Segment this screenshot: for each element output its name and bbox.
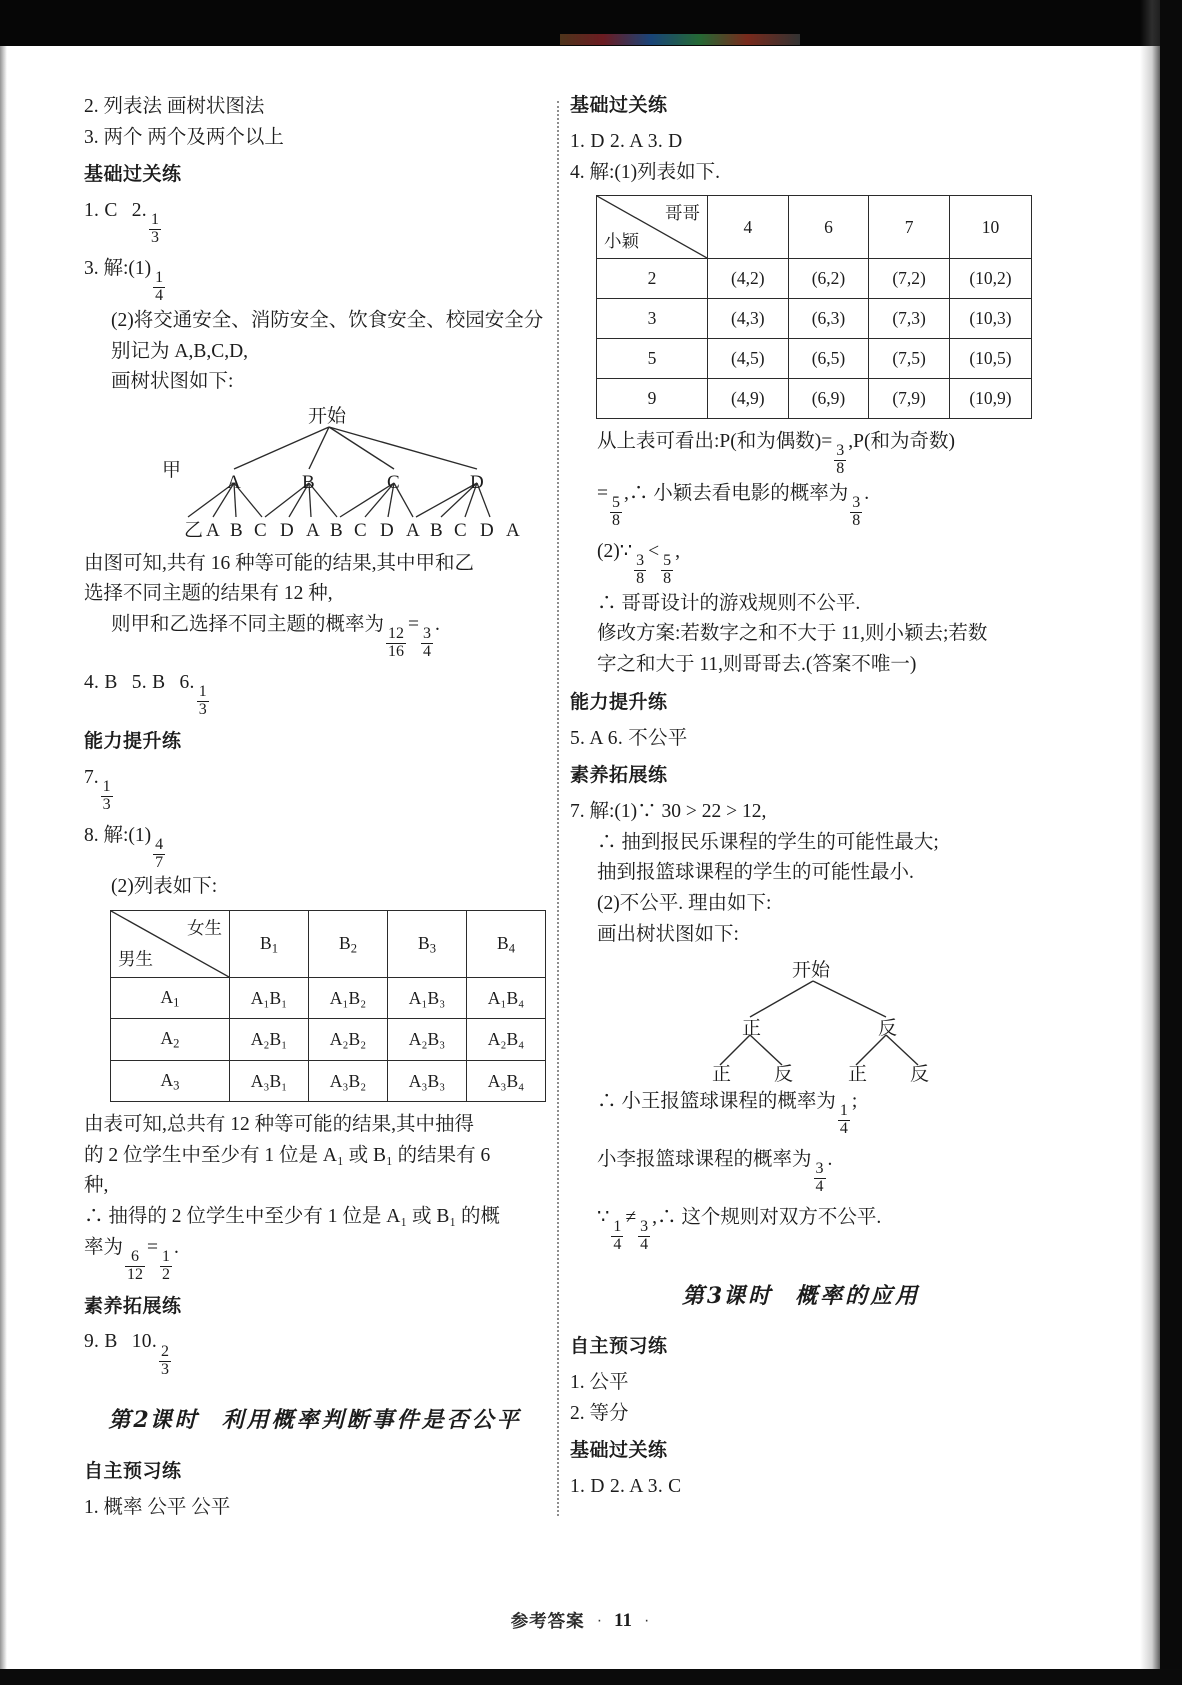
q4-label: 4. (84, 671, 100, 693)
corner-row-label: 小颖 (604, 230, 639, 251)
answer-row (84, 196, 546, 247)
answer-row (84, 1327, 546, 1378)
q7-conclusion-line (570, 1087, 1032, 1138)
table-cell: A₁B₁ (230, 978, 309, 1019)
preview-answer: 1. 概率 公平 公平 (84, 1496, 231, 1518)
table-row-header: $A_3$ (111, 1060, 230, 1101)
table-col-header: $B_1$ (230, 911, 309, 978)
table-cell: (10,2) (949, 259, 1031, 299)
table-cell: (4,9) (708, 379, 789, 419)
period: . (827, 1149, 833, 1170)
tree-node-l2: C (354, 519, 367, 541)
lesson-prefix: 第 (108, 1407, 134, 1434)
q4-concl-mid: ,P(和为奇数) (848, 431, 955, 453)
section-heading-preview: 自主预习练 (84, 1460, 182, 1482)
answer-key-page (0, 46, 1160, 1669)
table-cell: (6,5) (788, 339, 869, 379)
lesson-name: 利用概率判断事件是否公平 (221, 1407, 522, 1434)
tree-node-l2: B (330, 519, 343, 541)
q8-label: 8. 解:(1) (84, 824, 152, 846)
elder-xiaoying-table (596, 195, 1032, 419)
q7-concl1-prefix: ∴ 小王报篮球课程的概率为 (597, 1091, 836, 1113)
q7-label: 7. (84, 766, 99, 788)
q4-concl-prefix: 从上表可看出:P(和为偶数)= (597, 431, 833, 453)
q7-concl2-prefix: 小李报篮球课程的概率为 (597, 1149, 812, 1170)
q7-line (84, 763, 546, 814)
table-header-row (111, 911, 546, 978)
q3-conclusion-line (84, 610, 546, 661)
tree-node-l2: A (406, 519, 420, 541)
table-cell: (10,9) (949, 379, 1031, 419)
tree-node-l2: A (206, 519, 220, 541)
tree-row2-label: 乙 (184, 519, 204, 541)
table-row (597, 339, 1032, 379)
q8-part2-label: (2)列表如下: (111, 876, 218, 898)
table-cell: (4,3) (708, 299, 789, 339)
tree-row1-label: 甲 (162, 459, 182, 481)
footer-dot-left: · (596, 1611, 603, 1629)
table-col-header: 4 (708, 196, 789, 259)
lesson-title-3 (570, 1280, 1032, 1313)
fraction: $\frac{6}{12}$ (127, 1248, 143, 1283)
q4-part2-line: 字之和大于 11,则哥哥去.(答案不唯一) (597, 654, 917, 675)
equals-sign: = (408, 614, 419, 635)
table-row-header: 3 (597, 299, 708, 339)
q7-conclusion-line (570, 1145, 1032, 1196)
corner-col-label: 女生 (187, 918, 222, 938)
q3-part2-line: 别记为 A,B,C,D, (111, 340, 249, 362)
period: . (864, 483, 870, 504)
fraction: $\frac{3}{4}$ (640, 1218, 649, 1253)
tree-diagram-right (570, 953, 1032, 1085)
table-cell: (6,3) (788, 299, 869, 339)
table-col-header: $B_4$ (467, 911, 546, 978)
q8-conclusion-line: ∴ 抽得的 2 位学生中至少有 1 位是 A₁ 或 B₁ 的概 (84, 1206, 501, 1228)
table-cell: A₂B₄ (467, 1019, 546, 1060)
q7-concl3-prefix: ∵ (597, 1206, 610, 1228)
tree-node-l1: A (227, 471, 241, 493)
q9-label: 9. (84, 1331, 100, 1353)
lesson-number: 2 (133, 1407, 150, 1434)
q7-line: 抽到报篮球课程的学生的可能性最小. (597, 862, 914, 884)
scan-right-edge (1160, 0, 1182, 1685)
section-heading-ability: 能力提升练 (570, 691, 668, 713)
fraction: $\frac{3}{8}$ (852, 494, 861, 530)
table-cell: A₁B₄ (467, 978, 546, 1019)
answer-row: 1. D 2. A 3. C (570, 1476, 682, 1498)
q3-part2-line: 画树状图如下: (111, 371, 234, 393)
section-heading-ability: 能力提升练 (84, 730, 182, 752)
tree-node-l2: D (280, 519, 294, 541)
footer-dot-right: · (643, 1611, 650, 1629)
fraction: $\frac{3}{4}$ (815, 1160, 824, 1196)
tree-node-l2: 反 (774, 1064, 794, 1086)
table-row (111, 1019, 546, 1060)
table-cell: (4,5) (708, 339, 789, 379)
tree-node-l2: C (254, 519, 267, 541)
q4-concl-text: ,∴ 小颖去看电影的概率为 (624, 483, 849, 504)
table-cell: (4,2) (708, 259, 789, 299)
q8-concl-prefix: 率为 (84, 1236, 124, 1258)
table-row-header: 9 (597, 379, 708, 419)
table-cell: (7,5) (869, 339, 950, 379)
preview-answer: 1. 公平 (570, 1372, 629, 1394)
less-than-sign: < (648, 540, 660, 562)
lesson-unit: 课时 (149, 1407, 200, 1434)
table-cell: A₃B₁ (230, 1060, 309, 1101)
section-heading-basic: 基础过关练 (84, 164, 182, 186)
table-header-row (597, 196, 1032, 259)
table-cell: A₂B₃ (388, 1019, 467, 1060)
scan-color-strip (560, 34, 800, 45)
q8-line (84, 821, 546, 872)
table-cell: A₃B₃ (388, 1060, 467, 1101)
equals-sign: = (147, 1236, 158, 1258)
q7-concl3-text: ,∴ 这个规则对双方不公平. (652, 1206, 882, 1228)
table-row (111, 978, 546, 1019)
q1-label: 1. (84, 200, 100, 222)
section-heading-preview: 自主预习练 (570, 1336, 668, 1358)
q8-conclusion-line (84, 1233, 546, 1284)
lesson-prefix: 第 (681, 1282, 707, 1309)
q1-value: C (104, 200, 118, 222)
fraction: $\frac{3}{4}$ (423, 625, 431, 661)
preview-answer: 2. 等分 (570, 1402, 629, 1424)
fraction: $\frac{5}{8}$ (663, 552, 672, 587)
fraction: $\frac{3}{8}$ (636, 552, 645, 587)
corner-col-label: 哥哥 (665, 203, 700, 224)
q3-concl-prefix: 则甲和乙选择不同主题的概率为 (111, 614, 385, 635)
q5-label: 5. (131, 671, 147, 693)
answer-row (84, 668, 546, 719)
q7-line: 画出树状图如下: (597, 923, 739, 945)
fraction: $\frac{1}{3}$ (198, 683, 207, 718)
boys-girls-table (110, 910, 546, 1102)
fraction: $\frac{1}{4}$ (155, 269, 164, 305)
table-cell: (7,2) (869, 259, 950, 299)
table-row-header: $A_2$ (111, 1019, 230, 1060)
tree-root-label: 开始 (792, 960, 831, 982)
tree-node-l1: C (387, 471, 400, 493)
fraction: $\frac{1}{2}$ (162, 1248, 170, 1283)
scan-bottom-edge (0, 1669, 1182, 1685)
page-footer (0, 1608, 1160, 1633)
table-row (597, 379, 1032, 419)
tree-node-l2: A (506, 519, 520, 541)
table-cell: A₃B₂ (309, 1060, 388, 1101)
tree-node-l1: D (470, 471, 484, 493)
not-equal-sign: ≠ (625, 1206, 637, 1228)
table-row (111, 1060, 546, 1101)
tree-node-l2: 正 (712, 1064, 732, 1086)
section-heading-basic: 基础过关练 (570, 1440, 668, 1462)
tree-root-label: 开始 (308, 405, 347, 427)
lesson-unit: 课时 (723, 1282, 774, 1309)
fraction: $\frac{12}{16}$ (388, 625, 404, 661)
corner-row-label: 男生 (118, 949, 153, 970)
table-col-header: $B_2$ (309, 911, 388, 978)
fraction: $\frac{1}{4}$ (613, 1218, 622, 1253)
table-cell: A₂B₂ (309, 1019, 388, 1060)
q7-line: ∴ 抽到报民乐课程的学生的可能性最大; (597, 831, 939, 853)
left-column (84, 92, 546, 1523)
tree-node-l2: 正 (848, 1064, 868, 1086)
section-heading-basic: 基础过关练 (570, 95, 668, 116)
equals-sign: = (597, 483, 608, 504)
answer-line: 2. 列表法 画树状图法 (84, 96, 265, 117)
table-row-header: 2 (597, 259, 708, 299)
tree-node-l1: 正 (742, 1018, 762, 1040)
table-cell: A₁B₂ (309, 978, 388, 1019)
q7-line: (2)不公平. 理由如下: (597, 892, 772, 914)
period: . (174, 1236, 179, 1258)
q4-conclusion-line (570, 479, 1032, 530)
fraction: $\frac{2}{3}$ (161, 1342, 170, 1378)
tree-node-l2: B (430, 519, 443, 541)
table-cell: A₁B₃ (388, 978, 467, 1019)
q9-value: B (104, 1331, 118, 1353)
tree-node-l2: C (454, 519, 467, 541)
q4-conclusion-line (570, 427, 1032, 478)
table-corner-cell (111, 911, 230, 978)
q4-part2-line: ∴ 哥哥设计的游戏规则不公平. (597, 592, 861, 614)
section-heading-literacy: 素养拓展练 (570, 765, 668, 787)
fraction: $\frac{4}{7}$ (155, 835, 164, 871)
answer-line: 3. 两个 两个及两个以上 (84, 126, 284, 148)
table-row (597, 299, 1032, 339)
q8-conclusion-line: 的 2 位学生中至少有 1 位是 A₁ 或 B₁ 的结果有 6 (84, 1144, 491, 1166)
lesson-number: 3 (706, 1282, 724, 1309)
table-cell: (10,5) (949, 339, 1031, 379)
q6-label: 6. (179, 671, 195, 693)
q5-value: B (152, 671, 166, 693)
comma: , (675, 540, 681, 562)
fraction: $\frac{3}{8}$ (836, 442, 845, 478)
section-heading-literacy: 素养拓展练 (84, 1295, 182, 1317)
answer-row: 1. D 2. A 3. D (570, 130, 683, 152)
q3-label: 3. 解:(1) (84, 258, 152, 279)
page-number: 11 (614, 1609, 632, 1631)
table-cell: (7,9) (869, 379, 950, 419)
q4-part2-prefix: (2)∵ (597, 540, 633, 562)
table-cell: (10,3) (949, 299, 1031, 339)
tree-node-l2: B (230, 519, 243, 541)
lesson-name: 概率的应用 (795, 1282, 921, 1309)
table-col-header: 7 (869, 196, 950, 259)
table-row (597, 259, 1032, 299)
period: . (435, 614, 440, 635)
table-row-header: $A_1$ (111, 978, 230, 1019)
tree-node-l2: 反 (910, 1064, 930, 1086)
q4-part2-line (570, 537, 1032, 588)
table-cell: A₃B₄ (467, 1060, 546, 1101)
tree-node-l1: 反 (878, 1018, 898, 1040)
q3-part2-line: (2)将交通安全、消防安全、饮食安全、校园安全分 (111, 309, 544, 331)
q7-conclusion-line (570, 1203, 1032, 1254)
q4-value: B (104, 671, 118, 693)
table-row-header: 5 (597, 339, 708, 379)
fraction: $\frac{1}{3}$ (102, 777, 111, 813)
table-cell: (7,3) (869, 299, 950, 339)
answer-row: 5. A 6. 不公平 (570, 727, 688, 749)
q3-line (84, 254, 546, 305)
q3-conclusion-line: 由图可知,共有 16 种等可能的结果,其中甲和乙 (84, 552, 475, 574)
q4-part2-line: 修改方案:若数字之和不大于 11,则小颖去;若数 (597, 623, 988, 645)
footer-label: 参考答案 (510, 1611, 585, 1631)
tree-node-l2: A (306, 519, 320, 541)
q8-conclusion-line: 种, (84, 1175, 109, 1197)
lesson-title-2 (84, 1404, 546, 1437)
table-col-header: $B_3$ (388, 911, 467, 978)
fraction: $\frac{5}{8}$ (612, 494, 620, 530)
table-cell: A₂B₁ (230, 1019, 309, 1060)
tree-node-l1: B (302, 471, 315, 493)
table-cell: (6,9) (788, 379, 869, 419)
fraction: $\frac{1}{3}$ (150, 211, 160, 247)
q10-label: 10. (131, 1331, 158, 1353)
tree-diagram-left (84, 401, 546, 547)
q7-line: 7. 解:(1)∵ 30 > 22 > 12, (570, 801, 767, 822)
table-col-header: 10 (949, 196, 1031, 259)
fraction: $\frac{1}{4}$ (839, 1102, 848, 1138)
q8-conclusion-line: 由表可知,总共有 12 种等可能的结果,其中抽得 (84, 1114, 475, 1136)
tree-node-l2: D (380, 519, 394, 541)
q4-label-line: 4. 解:(1)列表如下. (570, 161, 721, 183)
q3-conclusion-line: 选择不同主题的结果有 12 种, (84, 583, 333, 605)
table-col-header: 6 (788, 196, 869, 259)
right-column (570, 92, 1032, 1503)
table-cell: (6,2) (788, 259, 869, 299)
q2-label: 2. (131, 200, 147, 222)
column-divider (557, 101, 559, 1516)
semicolon: ; (851, 1091, 858, 1113)
table-corner-cell (597, 196, 708, 259)
tree-node-l2: D (480, 519, 494, 541)
